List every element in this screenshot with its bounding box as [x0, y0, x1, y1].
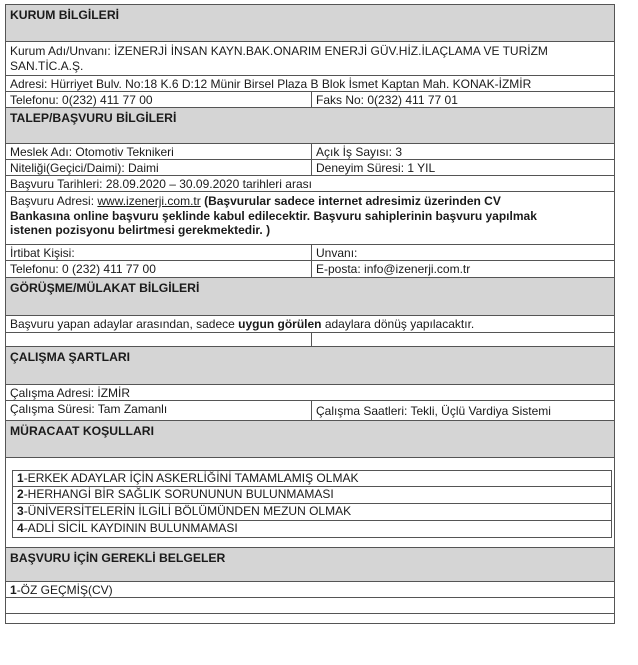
list-item: 1-ERKEK ADAYLAR İÇİN ASKERLİĞİNİ TAMAMLAMIŞ OLMAK — [12, 470, 612, 487]
nitelik-row — [5, 160, 615, 176]
gorusme-empty-row — [5, 333, 615, 347]
basvuru-tarihleri: Başvuru Tarihleri: 28.09.2020 – 30.09.2020 tarihleri arası — [10, 177, 312, 191]
unvani: Unvanı: — [311, 245, 614, 260]
gorusme-text-row — [5, 316, 615, 333]
section-header-talep — [5, 108, 615, 144]
section-header-calisma — [5, 347, 615, 385]
iletisim-row — [5, 261, 615, 278]
kurum-address: Adresi: Hürriyet Bulv. No:18 K.6 D:12 Münir Birsel Plaza B Blok İsmet Kaptan Mah. KONAK-İZMİR — [10, 77, 532, 91]
section-header-belgeler — [5, 548, 615, 582]
belgeler-empty-row — [5, 614, 615, 624]
basvuru-adresi-row — [5, 192, 615, 245]
meslek-row — [5, 144, 615, 160]
form-page — [5, 4, 615, 624]
section-title: KURUM BİLGİLERİ — [10, 8, 120, 22]
section-title: TALEP/BAŞVURU BİLGİLERİ — [10, 111, 177, 125]
basvuru-note-1: (Başvurular sadece internet adresimiz üzerinden CV — [204, 194, 501, 208]
nitelik: Niteliği(Geçici/Daimi): Daimi — [10, 161, 159, 175]
section-title: BAŞVURU İÇİN GEREKLİ BELGELER — [10, 551, 226, 565]
section-title: GÖRÜŞME/MÜLAKAT BİLGİLERİ — [10, 281, 200, 295]
gorusme-text-a: Başvuru yapan adaylar arasından, sadece — [10, 317, 239, 331]
section-title: ÇALIŞMA ŞARTLARI — [10, 350, 131, 364]
gorusme-text-bold: uygun görülen — [238, 317, 322, 331]
list-item: 2-HERHANGİ BİR SAĞLIK SORUNUNUN BULUNMAMASI — [12, 487, 612, 504]
kurum-name-line1: Kurum Adı/Unvanı: İZENERJİ İNSAN KAYN.BAK.ONARIM ENERJİ GÜV.HİZ.İLAÇLAMA VE TURİZM — [10, 44, 548, 58]
muracaat-list — [12, 470, 612, 538]
meslek-adi: Meslek Adı: Otomotiv Teknikeri — [10, 145, 174, 159]
empty-cell — [311, 333, 614, 346]
kurum-address-row — [5, 76, 615, 92]
kurum-fax: Faks No: 0(232) 411 77 01 — [311, 92, 614, 107]
kurum-name-row — [5, 42, 615, 76]
kurum-phone-row — [5, 92, 615, 108]
kurum-name-line2: SAN.TİC.A.Ş. — [10, 58, 84, 73]
calisma-saatleri: Çalışma Saatleri: Tekli, Üçlü Vardiya Sistemi — [311, 401, 614, 420]
list-item: 4-ADLİ SİCİL KAYDININ BULUNMAMASI — [12, 521, 612, 538]
basvuru-adresi-label: Başvuru Adresi: — [10, 194, 98, 208]
section-header-gorusme — [5, 278, 615, 316]
acik-is-sayisi: Açık İş Sayısı: 3 — [311, 144, 614, 159]
basvuru-note-2: Bankasına online başvuru şeklinde kabul edilecektir. Başvuru sahiplerinin başvuru yapılmak — [10, 208, 537, 223]
belge-text: -ÖZ GEÇMİŞ(CV) — [16, 583, 113, 597]
section-header-muracaat — [5, 421, 615, 458]
belgeler-empty-row — [5, 598, 615, 614]
section-title: MÜRACAAT KOŞULLARI — [10, 424, 154, 438]
section-header-kurum — [5, 4, 615, 42]
calisma-suresi: Çalışma Süresi: Tam Zamanlı — [10, 402, 168, 416]
basvuru-note-3: istenen pozisyonu belirtmesi gerekmektedir. ) — [10, 223, 271, 237]
gorusme-text-c: adaylara dönüş yapılacaktır. — [321, 317, 475, 331]
irtibat-eposta: E-posta: info@izenerji.com.tr — [311, 261, 614, 277]
basvuru-url-link[interactable]: www.izenerji.com.tr — [97, 194, 201, 208]
tarihler-row — [5, 176, 615, 192]
irtibat-telefon: Telefonu: 0 (232) 411 77 00 — [10, 262, 156, 276]
irtibat-row — [5, 245, 615, 261]
muracaat-block — [5, 458, 615, 548]
calisma-sure-row — [5, 401, 615, 421]
list-item: 3-ÜNİVERSİTELERİN İLGİLİ BÖLÜMÜNDEN MEZUN OLMAK — [12, 504, 612, 521]
belge-num: 1 — [10, 583, 17, 597]
belgeler-row — [5, 582, 615, 598]
kurum-phone: Telefonu: 0(232) 411 77 00 — [10, 93, 153, 107]
irtibat-kisisi: İrtibat Kişisi: — [10, 246, 75, 260]
deneyim-suresi: Deneyim Süresi: 1 YIL — [311, 160, 614, 175]
calisma-adresi: Çalışma Adresi: İZMİR — [10, 386, 131, 400]
calisma-adresi-row — [5, 385, 615, 401]
